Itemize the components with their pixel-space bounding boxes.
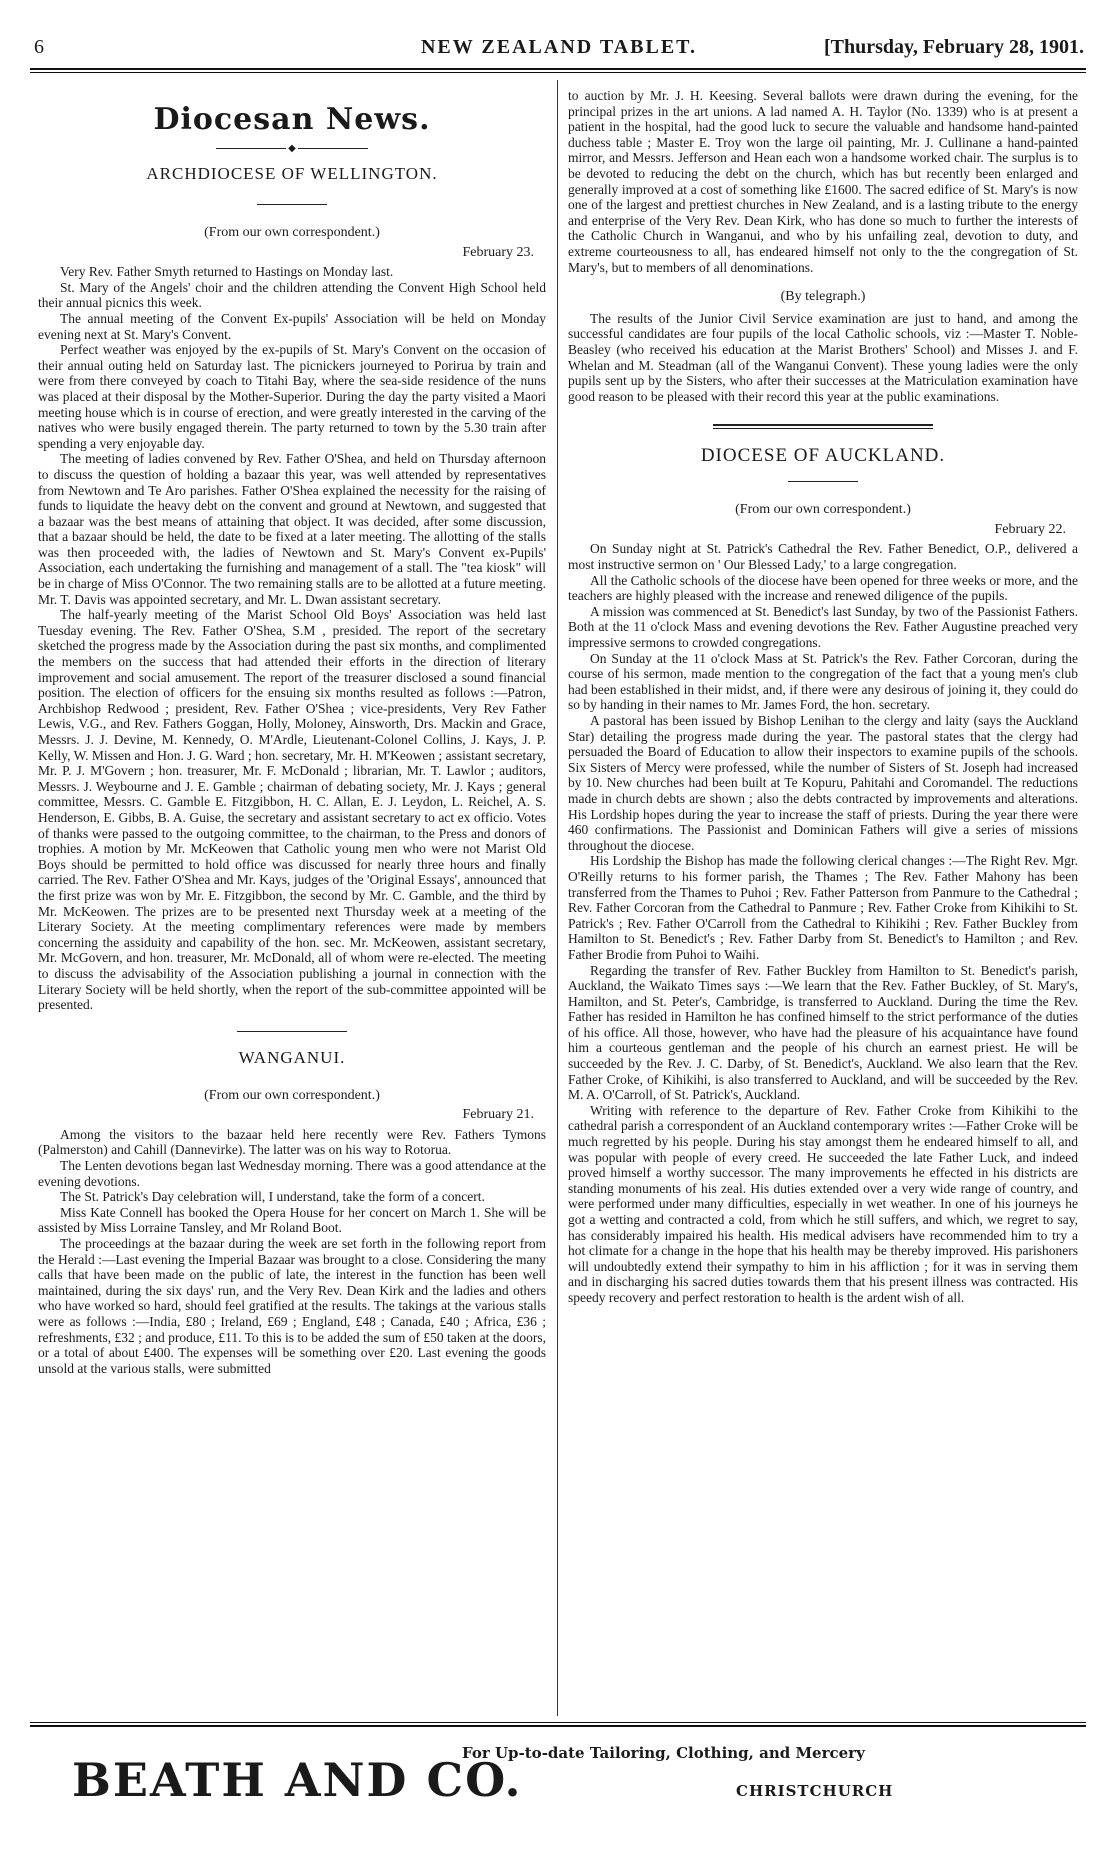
article-paragraph: On Sunday night at St. Patrick's Cathedral the Rev. Father Benedict, O.P., delivered a most instructive sermon on ' Our Blessed Lady,' to a large congregation. [568,541,1078,573]
wanganui-correspondent: (From our own correspondent.) [204,1087,380,1103]
right-column [568,88,1078,1716]
telegraph-label: (By telegraph.) [780,289,866,305]
auckland-correspondent: (From our own correspondent.) [735,502,911,518]
advert-rule [30,1722,1086,1727]
article-paragraph: A mission was commenced at St. Benedict's last Sunday, by two of the Passionist Fathers. Both at the 11 o'clock Mass and evening devotions the Rev. Father Augustine preached very impressive sermons to crowded congregations. [568,603,1078,651]
section-heading: Diocesan News. [153,102,431,137]
article-paragraph: The half-yearly meeting of the Marist School Old Boys' Association was held last Tuesday evening. The Rev. Father O'Shea, S.M , presided. The report of the secretary sketched the progress made by the Association during the past six months, and complimented the members on the success that had attended their efforts in the direction of literary improvement and social amusement. The report of the treasurer disclosed a sound financial position. The election of officers for the ensuing six months resulted as follows :—Patron, Archbishop Redwood ; president, Rev. Father O'Shea ; vice-presidents, Very Rev Father Lewis, V.G., and Rev. Fathers Goggan, Holly, Moloney, Ainsworth, Drs. Mackin and Grace, Messrs. J. J. Devine, M. Kennedy, O. M'Ardle, Lieutenant-Colonel Collins, J. Kays, J. P. Kelly, W. Missen and Hon. J. G. Ward ; hon. secretary, Mr. H. M'Keowen ; assistant secretary, Mr. P. J. M'Govern ; hon. treasurer, Mr. F. McDonald ; librarian, Mr. T. Lawlor ; auditors, Messrs. J. Weybourne and J. E. Gamble ; chairman of debating society, Mr. J. Kays ; general committee, Messrs. C. Gamble E. Fitzgibbon, H. C. Allan, E. J. Leydon, L. Reichel, A. S. Henderson, E. Gibbs, B. A. Guise, the secretary and assistant secretary to act ex officio. Votes of thanks were passed to the outgoing committee, to the chairman, to the Press and donors of trophies. A motion by Mr. McKeowen that Catholic young men who were not Marist Old Boys should be permitted to hold office was discussed for nearly three hours and finally carried. The Rev. Father O'Shea and Mr. Kays, judges of the 'Original Essays', announced that the first prize was won by Mr. E. Fitzgibbon, the second by Mr. C. Gamble, and the third by Mr. McKeowen. The prizes are to be presented next Thursday week at a meeting of the Literary Society. At the meeting complimentary references were made by members concerning the assiduity and capability of the hon. sec. Mr. McKeowen, assistant secretary, Mr. McGovern, and hon. treasurer, Mr. McDonald, all of whom were re-elected. The meeting to discuss the advisability of the Association publishing a journal in connection with the Literary Society will be held shortly, when the report of the sub-committee appointed will be presented. [38,607,546,1013]
wanganui-title: WANGANUI. [238,1047,346,1067]
section-break-rule [713,424,933,429]
issue-date: [Thursday, February 28, 1901. [823,36,1084,58]
article-paragraph: Miss Kate Connell has booked the Opera House for her concert on March 1. She will be assisted by Miss Lorraine Tansley, and Mr Roland Boot. [38,1204,546,1236]
title-rule [788,481,858,482]
article-paragraph: Very Rev. Father Smyth returned to Hastings on Monday last. [60,264,394,280]
wellington-correspondent: (From our own correspondent.) [204,225,380,240]
advert-city: CHRISTCHURCH [736,1782,894,1800]
left-column [38,88,546,1716]
article-paragraph: His Lordship the Bishop has made the following clerical changes :—The Right Rev. Mgr. O'Reilly returns to his former parish, the Thames ; The Rev. Father Mahony has been transferred from the Thames to Puhoi ; Rev. Father Patterson from Panmure to the Cathedral ; Rev. Father Corcoran from the Cathedral to Panmure ; Rev. Father Croke from Kihikihi to St. Patrick's ; Rev. Father O'Carroll from the Cathedral to Kihikihi ; Rev. Father Buckley from Hamilton to St. Benedict's ; Rev. Father Darby from St. Benedict's to Hamilton ; and Rev. Father Brodie from Puhoi to Waihi. [568,853,1078,962]
article-paragraph: All the Catholic schools of the diocese have been opened for three weeks or more, and the teachers are highly pleased with the increase and renewed diligence of the pupils. [568,572,1078,604]
section-break-rule [237,1031,347,1032]
article-paragraph: The results of the Junior Civil Service examination are just to hand, and among the successful candidates are four pupils of the local Catholic schools, viz :—Master T. Noble-Beasley (who received his education at the Marist Brothers' School) and Misses J. and F. Whelan and M. Steadman (all of the Wanganui Convent). These young ladies were the only pupils sent up by the Sisters, who after their successes at the Matriculation examination have good reason to be pleased with their record this year at the public examinations. [568,310,1078,404]
article-paragraph: to auction by Mr. J. H. Keesing. Several ballots were drawn during the evening, for the principal prizes in the art unions. A lad named A. H. Taylor (No. 1339) who is at present a patient in the hospital, had the good luck to secure the valuable and handsome hand-painted duchess table ; Master E. Troy won the large oil painting, Mr. J. Cullinane a hand-painted mirror, and Messrs. Jefferson and Hean each won a handsome worked chair. The surplus is to be devoted to reducing the debt on the church, which has but recently been enlarged and generally improved at a cost of something like £1600. The sacred edifice of St. Mary's is now one of the largest and prettiest churches in New Zealand, and is a lasting tribute to the energy and enterprise of the Very Rev. Dean Kirk, who has done so much to further the interests of the Catholic Church in Wanganui, and who by his unfailing zeal, devotion to duty, and extreme courteousness to all, has endeared himself not only to the the congregation of St. Mary's, but to members of all denominations. [568,88,1078,275]
wellington-title: ARCHDIOCESE OF WELLINGTON. [146,164,438,183]
article-paragraph: St. Mary of the Angels' choir and the children attending the Convent High School held their annual picnics this week. [38,279,546,311]
article-paragraph: The meeting of ladies convened by Rev. Father O'Shea, and held on Thursday afternoon to discuss the question of holding a bazaar this year, was well attended by representatives from Newtown and Te Aro parishes. Father O'Shea explained the necessity for the raising of funds to liquidate the heavy debt on the convent and ground at Newtown, and suggested that a bazaar was the best means of attaining that object. It was decided, after some discussion, that a bazaar should be held, the date to be fixed at a later meeting. The allotting of the stalls was then proceeded with, the ladies of Newtown and St. Mary's Convent ex-Pupils' Association, each undertaking the furnishing and management of a stall. The "tea kiosk" will be in charge of Miss O'Connor. The two remaining stalls are to be allotted at a future meeting. Mr. T. Davis was appointed secretary, and Mr. L. Dwan assistant secretary. [38,451,546,607]
article-paragraph: On Sunday at the 11 o'clock Mass at St. Patrick's the Rev. Father Corcoran, during the course of his sermon, made mention to the congregation of the fact that a young men's club had been established in their midst, and, if there were any desirous of joining it, they could do so by handing in their names to Mr. James Ford, the hon. secretary. [568,650,1078,713]
title-rule [257,204,327,205]
advert-firm-name: BEATH AND CO. [72,1753,523,1807]
page-number: 6 [34,36,44,58]
auckland-dateline: February 22. [994,521,1066,537]
ornamental-rule: ◆ [38,144,546,154]
advert-tagline: For Up-to-date Tailoring, Clothing, and Mercery [462,1744,865,1762]
article-paragraph: Writing with reference to the departure of Rev. Father Croke from Kihikihi to the cathedral parish a correspondent of an Auckland contemporary writes :—Father Croke will be much regretted by his people. During his stay amongst them he endeared himself to all, and was popular with people of every creed. He succeeded the late Father Luck, and indeed proved himself a worthy successor. The many improvements he effected in his districts are standing monuments of his zeal. His duties extended over a very wide range of country, and were performed under many difficulties, especially in wet weather. In one of his journeys he got a wetting and contracted a cold, from which he still suffers, and which, we regret to say, has considerably impaired his health. His medical advisers have recommended him to try a hot climate for a change in the hope that his health may be thereby improved. His parishoners will undoubtedly extend their sympathy to him in his affliction ; for it was in serving them and in discharging his sacred duties towards them that his present illness was contracted. His speedy recovery and perfect restoration to health is the ardent wish of all. [568,1102,1078,1305]
article-paragraph: The annual meeting of the Convent Ex-pupils' Association will be held on Monday evening next at St. Mary's Convent. [38,310,546,342]
advertisement-banner [30,1738,1086,1828]
article-paragraph: Regarding the transfer of Rev. Father Buckley from Hamilton to St. Benedict's parish, Auckland, the Waikato Times says :—We learn that the Rev. Father Buckley, of St. Mary's, Hamilton, and St. Peter's, Cambridge, is transferred to Auckland. During the time the Rev. Father has resided in Hamilton he has confined himself to the strict performance of the duties of his office. All those, however, who have had the pleasure of his acquaintance have found him a courteous gentleman and the people of his church an earnest priest. He will be succeeded by the Rev. J. C. Darby, of St. Benedict's, Auckland. We also learn that the Rev. Father Croke, of Kihikihi, is also transferred to Auckland, and will be succeeded by the Rev. M. A. O'Carroll, of St. Patrick's, Auckland. [568,962,1078,1103]
wellington-dateline: February 23. [462,244,534,260]
masthead-rule [30,68,1086,73]
article-paragraph: The proceedings at the bazaar during the week are set forth in the following report from the Herald :—Last evening the Imperial Bazaar was brought to a close. Considering the many calls that have been made on the public of late, the interest in the function has been well maintained, during the six days' run, and the Very Rev. Dean Kirk and the ladies and others who have worked so hard, should feel gratified at the results. The takings at the various stalls were as follows :—India, £80 ; Ireland, £69 ; England, £48 ; Canada, £40 ; Africa, £36 ; refreshments, £32 ; and produce, £11. To this is to be added the sum of £50 taken at the doors, or a total of about £400. The expenses will be something over £20. Last evening the goods unsold at the various stalls, were submitted [38,1236,546,1376]
masthead [34,36,1084,66]
auckland-title: DIOCESE OF AUCKLAND. [700,445,946,467]
article-paragraph: A pastoral has been issued by Bishop Lenihan to the clergy and laity (says the Auckland Star) detailing the progress made during the year. The pastoral states that the clergy had persuaded the Board of Education to allow their inspectors to examine pupils of the schools. Six Sisters of Mercy were professed, while the number of Sisters of St. Joseph had increased by 10. New churches had been built at Te Kopuru, Pahitahi and Coromandel. The reductions made in church debts are shown ; also the debts contracted by improvements and alterations. His Lordship hopes during the year to increase the staff of priests. During the year there were 460 confirmations. The Passionist and Dominican Fathers will give a series of missions throughout the diocese. [568,713,1078,853]
column-divider [557,80,558,1716]
publication-title: NEW ZEALAND TABLET. [420,36,698,58]
article-paragraph: The St. Patrick's Day celebration will, I understand, take the form of a concert. [60,1189,485,1205]
article-paragraph: The Lenten devotions began last Wednesday morning. There was a good attendance at the evening devotions. [38,1158,546,1189]
wanganui-dateline: February 21. [462,1107,534,1123]
article-paragraph: Among the visitors to the bazaar held here recently were Rev. Fathers Tymons (Palmerston) and Cahill (Dannevirke). The latter was on his way to Rotorua. [38,1126,546,1158]
article-paragraph: Perfect weather was enjoyed by the ex-pupils of St. Mary's Convent on the occasion of their annual outing held on Saturday last. The picnickers journeyed to Porirua by train and were from there conveyed by coach to Titahi Bay, where the sea-side residence of the nuns was placed at their disposal by the Mother-Superior. During the day the party visited a Maori meeting house which is in course of erection, and were greatly interested in the carving of the natives who were busily engaged therein. The party returned to town by the 5.30 train after spending a very enjoyable day. [38,342,546,451]
